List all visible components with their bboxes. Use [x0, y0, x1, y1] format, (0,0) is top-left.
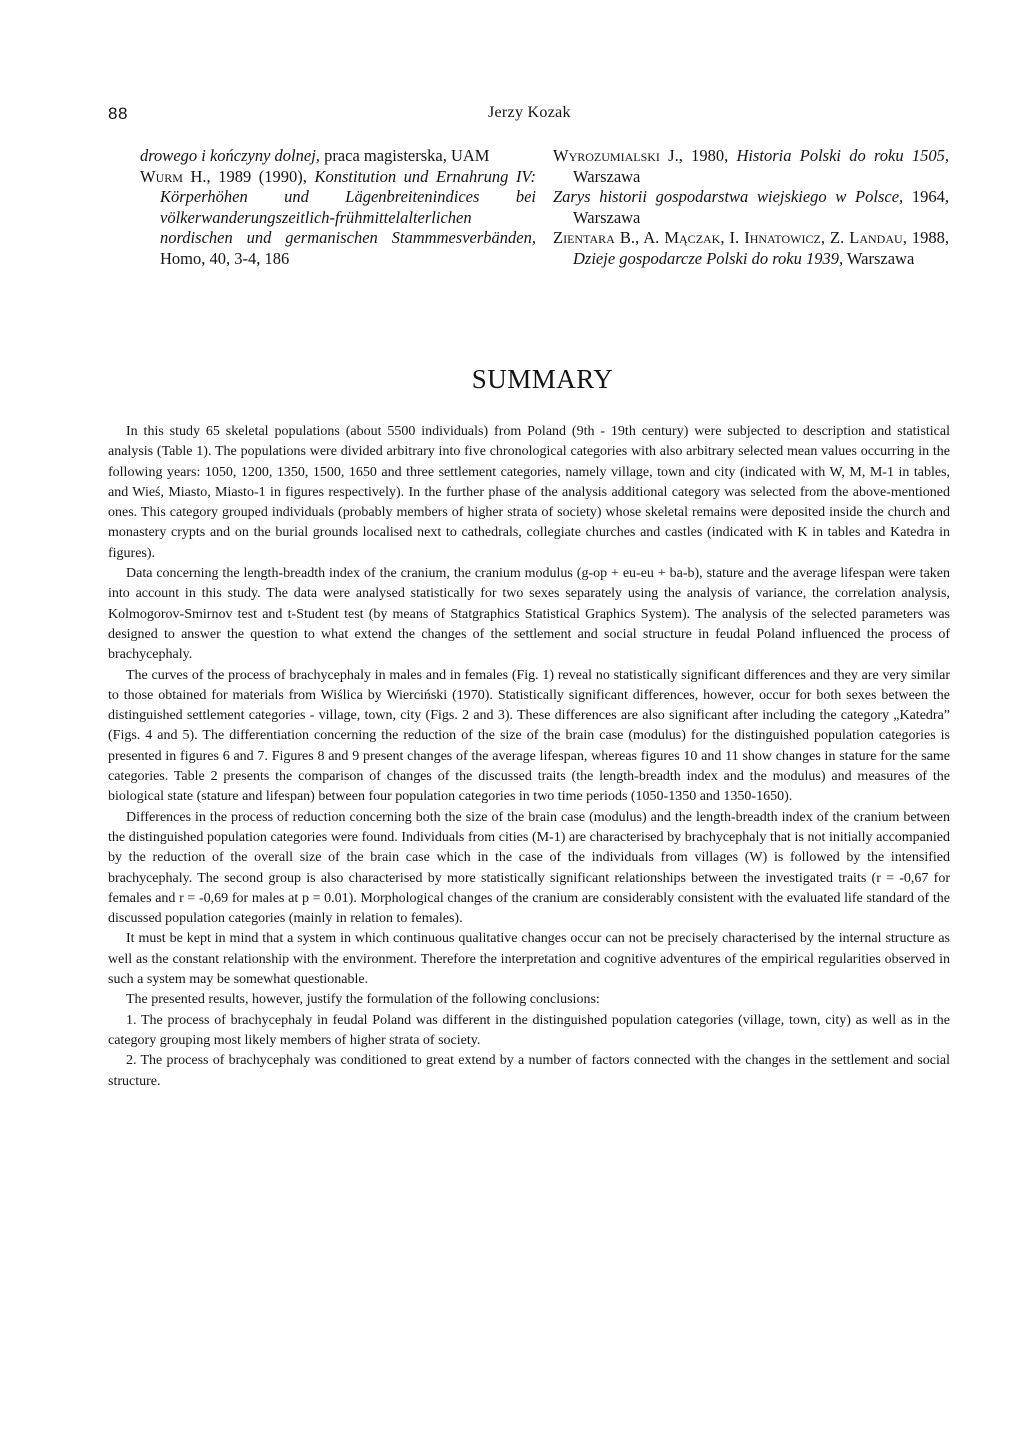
reference-year: , 1980,: [678, 146, 737, 165]
reference-entry: [140, 146, 536, 167]
summary-paragraph: The curves of the process of brachycephaly in males and in females (Fig. 1) reveal no statistically significant differences and they are very similar to those obtained for materials from Wiślica by Wierciński (1970). Statistically significant differences, however, occur for both sexes between the distinguished settlement categories - village, town, city (Figs. 2 and 3). These differences are also significant after including the category „Katedra” (Figs. 4 and 5). The differentiation concerning the reduction of the size of the brain case (modulus) for the distinguished population categories is presented in figures 6 and 7. Figures 8 and 9 present changes of the average lifespan, whereas figures 10 and 11 show changes in stature for the same categories. Table 2 presents the comparison of changes of the discussed traits (the length-breadth index and the modulus) and measures of the biological state (stature and lifespan) between four population categories in two time periods (1050-1350 and 1350-1650).: [108, 667, 950, 805]
reference-publisher: praca magisterska, UAM: [319, 146, 490, 165]
reference-author: Wyrozumialski J.: [553, 146, 679, 165]
summary-body: [108, 422, 950, 1092]
reference-year: , 1989 (1990),: [206, 166, 315, 186]
summary-paragraph: 2. The process of brachycephaly was conditioned to great extend by a number of factors connected with the changes in the settlement and social structure.: [108, 1053, 950, 1089]
running-head-author: Jerzy Kozak: [488, 104, 571, 121]
reference-author: Wurm H.: [140, 166, 207, 186]
reference-publisher: Warszawa: [843, 248, 915, 268]
reference-title: Zarys historii gospodarstwa wiejskiego w Polsce,: [553, 187, 904, 206]
reference-entry: [140, 167, 536, 270]
page-number: 88: [108, 104, 128, 123]
summary-paragraph: It must be kept in mind that a system in which continuous qualitative changes occur can not be precisely characterised by the internal structure as well as the constant relationship with the environment. Therefore the interpretation and cognitive adventures of the empirical regularities observed in such a system may be somewhat questionable.: [108, 931, 950, 988]
references-left-column: [140, 146, 536, 269]
reference-title: Dzieje gospodarcze Polski do roku 1939,: [573, 248, 844, 268]
reference-entry: [553, 228, 949, 269]
summary-paragraph: The presented results, however, justify the formulation of the following conclusions:: [126, 992, 600, 1008]
summary-paragraph: In this study 65 skeletal populations (about 5500 individuals) from Poland (9th - 19th century) were subjected to description and statistical analysis (Table 1). The populations were divided arbitrary into five chronological categories with also arbitrary selected mean values occurring in the following years: 1050, 1200, 1350, 1500, 1650 and three settlement categories, namely village, town and city (indicated with W, M, M-1 in tables, and Wieś, Miasto, Miasto-1 in figures respectively). In the further phase of the analysis additional category was selected from the above-mentioned ones. This category grouped individuals (probably members of higher strata of society) whose skeletal remains were deposited inside the church and monastery crypts and on the burial grounds localised next to cathedrals, collegiate churches and castles (indicated with K in tables and Katedra in figures).: [108, 424, 950, 561]
reference-publisher: 1964, Warszawa: [573, 187, 950, 227]
reference-entry: [553, 146, 949, 187]
summary-paragraph: Differences in the process of reduction concerning both the size of the brain case (modulus) and the length-breadth index of the cranium between the distinguished population categories were found. Individuals from cities (M-1) are characterised by brachycephaly that is not initially accompanied by the reduction of the overall size of the brain case which in the case of the individuals from villages (W) is followed by the intensified brachycephaly. The second group is also characterised by more statistically significant relationships between the investigated traits (r = -0,67 for females and r = -0,69 for males at p = 0.01). Morphological changes of the cranium are considerably consistent with the evaluated life standard of the discussed population categories (mainly in relation to females).: [108, 809, 950, 927]
reference-publisher: Warszawa: [573, 166, 641, 186]
references-right-column: [553, 146, 949, 269]
reference-publisher: Homo, 40, 3-4, 186: [160, 248, 290, 268]
reference-entry: [553, 187, 949, 228]
reference-year: , 1988,: [902, 228, 949, 247]
reference-title: Konstitution und Ernahrung IV: Körperhöhen und Lägenbreitenindices bei völkerwanderungszeitlich-frühmittelalterlichen nordischen und germanischen Stammmesverbänden,: [160, 166, 536, 247]
summary-paragraph: Data concerning the length-breadth index of the cranium, the cranium modulus (g-op + eu-eu + ba-b), stature and the average lifespan were taken into account in this study. The data were analysed statistically for two sexes separately using the analysis of variance, the correlation analysis, Kolmogorov-Smirnov test and t-Student test (by means of Statgraphics Statistical Graphics System). The analysis of the selected parameters was designed to answer the question to what extend the changes of the settlement and social structure in feudal Poland influenced the process of brachycephaly.: [108, 566, 950, 663]
summary-heading: SUMMARY: [471, 364, 614, 394]
summary-paragraph: 1. The process of brachycephaly in feudal Poland was different in the distinguished population categories (village, town, city) as well as in the category grouping most likely members of higher strata of society.: [108, 1012, 950, 1048]
reference-author: Zientara B., A. Mączak, I. Ihnatowicz, Z. Landau: [553, 228, 903, 247]
reference-title: drowego i kończyny dolnej,: [140, 146, 320, 165]
reference-title: Historia Polski do roku 1505,: [736, 146, 950, 165]
